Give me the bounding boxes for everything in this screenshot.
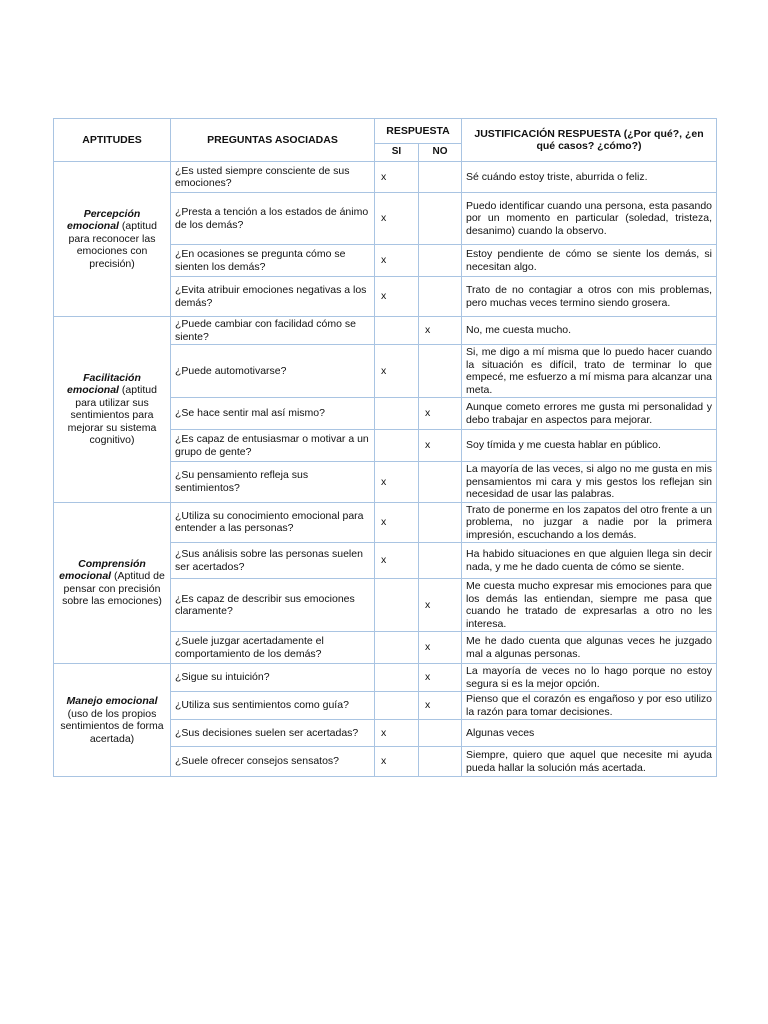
question-cell: ¿Es capaz de describir sus emociones claramente? — [171, 579, 375, 632]
answer-no-cell — [419, 245, 462, 277]
question-cell: ¿Sus análisis sobre las personas suelen ser acertados? — [171, 543, 375, 579]
aptitude-cell — [54, 664, 171, 777]
answer-no-cell: x — [419, 692, 462, 720]
justification-cell: Puedo identificar cuando una persona, esta pasando por un momento en particular (soledad, tristeza, desanimo) cuando la observo. — [462, 193, 717, 245]
aptitude-title: Facilitación emocional — [67, 371, 141, 397]
answer-no-cell — [419, 720, 462, 747]
answer-no-cell — [419, 502, 462, 543]
answer-si-cell — [375, 579, 419, 632]
question-cell: ¿En ocasiones se pregunta cómo se sienten los demás? — [171, 245, 375, 277]
question-cell: ¿Sigue su intuición? — [171, 664, 375, 692]
justification-cell: Algunas veces — [462, 720, 717, 747]
question-cell: ¿Puede cambiar con facilidad cómo se siente? — [171, 317, 375, 345]
question-cell: ¿Sus decisiones suelen ser acertadas? — [171, 720, 375, 747]
justification-cell: Trato de ponerme en los zapatos del otro frente a un problema, no juzgar a nadie por la primera impresión, escuchando a los demás. — [462, 502, 717, 543]
aptitude-title: Comprensión emocional — [59, 557, 146, 583]
question-cell: ¿Evita atribuir emociones negativas a los demás? — [171, 277, 375, 317]
answer-no-cell: x — [419, 430, 462, 462]
answer-si-cell — [375, 317, 419, 345]
header-si: SI — [375, 144, 419, 162]
aptitude-cell — [54, 317, 171, 503]
question-cell: ¿Puede automotivarse? — [171, 345, 375, 398]
justification-cell: Ha habido situaciones en que alguien llega sin decir nada, y me he dado cuenta de cómo se siente. — [462, 543, 717, 579]
justification-cell: Me cuesta mucho expresar mis emociones para que los demás las entiendan, siempre me pasa que cuando he tratado de expresarlas a otro no les interesa. — [462, 579, 717, 632]
answer-si-cell — [375, 398, 419, 430]
table-body — [54, 162, 717, 777]
answer-no-cell: x — [419, 664, 462, 692]
answer-no-cell: x — [419, 632, 462, 664]
answer-si-cell: x — [375, 543, 419, 579]
justification-cell: Me he dado cuenta que algunas veces he juzgado mal a algunas personas. — [462, 632, 717, 664]
justification-cell: La mayoría de las veces, si algo no me gusta en mis pensamientos mi cara y mis gestos los reflejan sin necesidad de usar las palabras. — [462, 462, 717, 503]
answer-si-cell — [375, 664, 419, 692]
answer-si-cell: x — [375, 162, 419, 193]
header-respuesta: RESPUESTA — [375, 119, 462, 144]
answer-no-cell: x — [419, 579, 462, 632]
question-cell: ¿Se hace sentir mal así mismo? — [171, 398, 375, 430]
aptitude-cell — [54, 502, 171, 664]
header-no: NO — [419, 144, 462, 162]
answer-no-cell — [419, 543, 462, 579]
answer-no-cell — [419, 193, 462, 245]
justification-cell: No, me cuesta mucho. — [462, 317, 717, 345]
header-justificacion: JUSTIFICACIÓN RESPUESTA (¿Por qué?, ¿en qué casos? ¿cómo?) — [462, 119, 717, 162]
justification-cell: Pienso que el corazón es engañoso y por eso utilizo la razón para tomar decisiones. — [462, 692, 717, 720]
answer-si-cell: x — [375, 747, 419, 777]
justification-cell: Sé cuándo estoy triste, aburrida o feliz. — [462, 162, 717, 193]
answer-si-cell — [375, 430, 419, 462]
answer-si-cell — [375, 692, 419, 720]
table-row — [54, 317, 717, 345]
justification-cell: Soy tímida y me cuesta hablar en público. — [462, 430, 717, 462]
emotional-aptitudes-table — [53, 118, 717, 777]
answer-si-cell: x — [375, 193, 419, 245]
aptitude-description: (aptitud para reconocer las emociones con precisión) — [68, 220, 157, 270]
question-cell: ¿Es usted siempre consciente de sus emociones? — [171, 162, 375, 193]
question-cell: ¿Suele ofrecer consejos sensatos? — [171, 747, 375, 777]
question-cell: ¿Su pensamiento refleja sus sentimientos? — [171, 462, 375, 503]
table-row — [54, 502, 717, 543]
answer-si-cell: x — [375, 345, 419, 398]
answer-si-cell: x — [375, 245, 419, 277]
answer-no-cell — [419, 747, 462, 777]
aptitude-cell — [54, 162, 171, 317]
answer-no-cell — [419, 345, 462, 398]
answer-no-cell — [419, 162, 462, 193]
aptitude-title: Manejo emocional — [66, 695, 158, 707]
aptitude-title: Percepción emocional — [67, 207, 141, 233]
answer-si-cell: x — [375, 462, 419, 503]
answer-si-cell — [375, 632, 419, 664]
answer-si-cell: x — [375, 720, 419, 747]
answer-si-cell: x — [375, 502, 419, 543]
header-aptitudes: APTITUDES — [54, 119, 171, 162]
question-cell: ¿Presta a tención a los estados de ánimo de los demás? — [171, 193, 375, 245]
justification-cell: Estoy pendiente de cómo se siente los demás, si necesitan algo. — [462, 245, 717, 277]
question-cell: ¿Suele juzgar acertadamente el comportamiento de los demás? — [171, 632, 375, 664]
answer-no-cell: x — [419, 398, 462, 430]
header-preguntas: PREGUNTAS ASOCIADAS — [171, 119, 375, 162]
justification-cell: Aunque cometo errores me gusta mi personalidad y debo trabajar en aspectos para mejorar. — [462, 398, 717, 430]
aptitude-description: (uso de los propios sentimientos de forma acertada) — [60, 707, 164, 745]
question-cell: ¿Utiliza sus sentimientos como guía? — [171, 692, 375, 720]
aptitude-description: (aptitud para utilizar sus sentimientos para mejorar su sistema cognitivo) — [67, 384, 157, 447]
question-cell: ¿Utiliza su conocimiento emocional para entender a las personas? — [171, 502, 375, 543]
answer-no-cell — [419, 277, 462, 317]
table-row — [54, 162, 717, 193]
justification-cell: Trato de no contagiar a otros con mis problemas, pero muchas veces termino siendo grosera. — [462, 277, 717, 317]
question-cell: ¿Es capaz de entusiasmar o motivar a un grupo de gente? — [171, 430, 375, 462]
answer-no-cell — [419, 462, 462, 503]
justification-cell: Siempre, quiero que aquel que necesite mi ayuda pueda hallar la solución más acertada. — [462, 747, 717, 777]
justification-cell: La mayoría de veces no lo hago porque no estoy segura si es la mejor opción. — [462, 664, 717, 692]
answer-no-cell: x — [419, 317, 462, 345]
answer-si-cell: x — [375, 277, 419, 317]
table-row — [54, 664, 717, 692]
justification-cell: Si, me digo a mí misma que lo puedo hacer cuando la situación es difícil, trato de terminar lo que empecé, me esfuerzo a mí misma para alcanzar una meta. — [462, 345, 717, 398]
aptitude-description: (Aptitud de pensar con precisión sobre las emociones) — [62, 570, 165, 608]
